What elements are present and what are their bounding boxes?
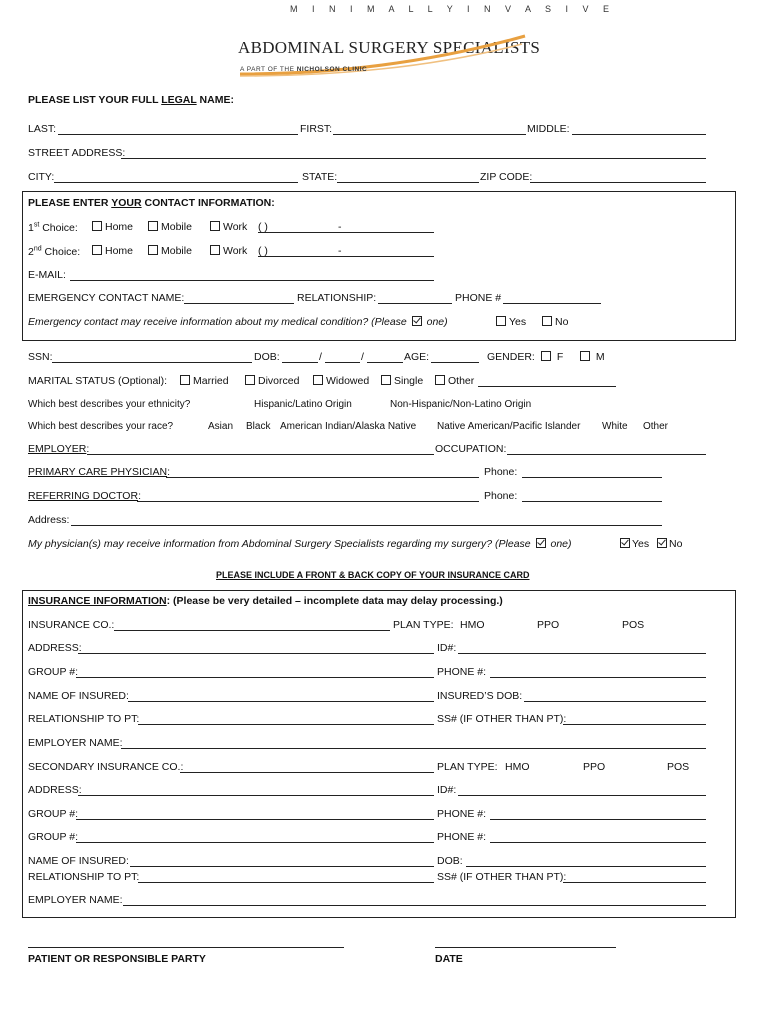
- insurance-heading: INSURANCE INFORMATION: (Please be very detailed – incomplete data may delay processing.): [28, 595, 503, 607]
- ss-label: SS# (IF OTHER THAN PT):: [437, 713, 567, 725]
- email-field[interactable]: [70, 280, 434, 281]
- zip-label: ZIP CODE:: [480, 171, 533, 183]
- checkmark-icon: [412, 316, 422, 326]
- checkmark-icon: [536, 538, 546, 548]
- checkbox-icon: [541, 351, 551, 361]
- checkbox-icon: [435, 375, 445, 385]
- referring-address-field[interactable]: [71, 525, 662, 526]
- insurance-co-label: INSURANCE CO.:: [28, 619, 115, 631]
- dob-slash-2: /: [361, 351, 364, 363]
- ethnicity-hispanic[interactable]: Hispanic/Latino Origin: [254, 399, 352, 410]
- insurance-group-label: GROUP #:: [28, 666, 78, 678]
- last-name-label: LAST:: [28, 123, 57, 135]
- marital-other-field[interactable]: [478, 386, 616, 387]
- secondary-name-of-insured-field[interactable]: [130, 866, 434, 867]
- checkbox-icon: [148, 245, 158, 255]
- email-label: E-MAIL:: [28, 269, 66, 281]
- age-field[interactable]: [431, 362, 479, 363]
- referring-doctor-label: REFERRING DOCTOR:: [28, 490, 141, 502]
- secondary-employer-name-field[interactable]: [123, 905, 706, 906]
- checkbox-icon: [92, 245, 102, 255]
- referring-doctor-field[interactable]: [137, 501, 479, 502]
- name-of-insured-field[interactable]: [128, 701, 434, 702]
- secondary-address-field[interactable]: [78, 795, 434, 796]
- secondary-group-2-label: GROUP #:: [28, 831, 78, 843]
- emergency-consent-no[interactable]: No: [542, 316, 568, 328]
- marital-widowed[interactable]: Widowed: [313, 375, 369, 387]
- street-address-field[interactable]: [121, 158, 706, 159]
- relationship-to-pt-label: RELATIONSHIP TO PT:: [28, 713, 140, 725]
- referring-phone-field[interactable]: [522, 501, 662, 502]
- secondary-group-field[interactable]: [76, 819, 434, 820]
- secondary-insurance-label: SECONDARY INSURANCE CO.:: [28, 761, 184, 773]
- insured-dob-field[interactable]: [524, 701, 706, 702]
- date-signature-line[interactable]: [435, 947, 616, 948]
- gender-male[interactable]: M: [580, 351, 605, 363]
- patient-signature-line[interactable]: [28, 947, 344, 948]
- checkbox-icon: [580, 351, 590, 361]
- insurance-id-label: ID#:: [437, 642, 457, 654]
- insurance-co-field[interactable]: [114, 630, 390, 631]
- employer-name-field[interactable]: [121, 748, 706, 749]
- employer-field[interactable]: [87, 454, 434, 455]
- choice-2-mobile[interactable]: Mobile: [148, 245, 192, 257]
- marital-single[interactable]: Single: [381, 375, 423, 387]
- contact-heading: PLEASE ENTER YOUR CONTACT INFORMATION:: [28, 197, 275, 209]
- ethnicity-question: Which best describes your ethnicity?: [28, 399, 191, 410]
- pcp-phone-label: Phone:: [484, 466, 518, 478]
- insurance-phone-label: PHONE #:: [437, 666, 487, 678]
- choice-2-row: [28, 245, 80, 258]
- race-native-american[interactable]: Native American/Pacific Islander: [437, 421, 581, 432]
- insurance-address-label: ADDRESS:: [28, 642, 82, 654]
- checkbox-icon: [210, 221, 220, 231]
- marital-divorced[interactable]: Divorced: [245, 375, 299, 387]
- insured-dob-label: INSURED’S DOB:: [437, 690, 523, 702]
- secondary-relationship-label: RELATIONSHIP TO PT:: [28, 871, 140, 883]
- secondary-dob-field[interactable]: [466, 866, 706, 867]
- name-of-insured-label: NAME OF INSURED:: [28, 690, 129, 702]
- checkbox-icon: [92, 221, 102, 231]
- checkbox-icon: [245, 375, 255, 385]
- secondary-group-label: GROUP #:: [28, 808, 78, 820]
- checkbox-icon: [180, 375, 190, 385]
- secondary-plan-ppo[interactable]: PPO: [583, 761, 606, 773]
- pcp-field[interactable]: [166, 477, 479, 478]
- pcp-label: PRIMARY CARE PHYSICIAN:: [28, 466, 170, 478]
- secondary-phone-field[interactable]: [490, 819, 706, 820]
- occupation-field[interactable]: [507, 454, 706, 455]
- race-asian[interactable]: Asian: [208, 421, 234, 432]
- insurance-id-field[interactable]: [458, 653, 706, 654]
- emergency-phone-field[interactable]: [503, 303, 601, 304]
- secondary-ss-field[interactable]: [563, 882, 706, 883]
- plan-hmo[interactable]: HMO: [460, 619, 485, 631]
- street-address-label: STREET ADDRESS:: [28, 147, 126, 159]
- secondary-group-2-field[interactable]: [76, 842, 434, 843]
- insurance-box: [22, 590, 736, 918]
- insurance-address-field[interactable]: [78, 653, 434, 654]
- state-field[interactable]: [337, 182, 479, 183]
- secondary-address-label: ADDRESS:: [28, 784, 82, 796]
- last-name-field[interactable]: [58, 134, 298, 135]
- secondary-id-field[interactable]: [458, 795, 706, 796]
- choice-1-area-code: ( ): [258, 221, 268, 233]
- state-label: STATE:: [302, 171, 338, 183]
- plan-type-label: PLAN TYPE:: [393, 619, 454, 631]
- marital-status-label: MARITAL STATUS (Optional):: [28, 375, 168, 387]
- choice-1-dash: -: [338, 221, 342, 233]
- secondary-id-label: ID#:: [437, 784, 457, 796]
- race-other[interactable]: Other: [643, 421, 669, 432]
- checkmark-icon: [657, 538, 667, 548]
- secondary-dob-label: DOB:: [437, 855, 463, 867]
- first-name-field[interactable]: [333, 134, 526, 135]
- secondary-phone-2-label: PHONE #:: [437, 831, 487, 843]
- physician-consent-yes[interactable]: Yes: [618, 538, 649, 550]
- ssn-field[interactable]: [52, 362, 252, 363]
- zip-field[interactable]: [530, 182, 706, 183]
- emergency-relationship-label: RELATIONSHIP:: [297, 292, 377, 304]
- secondary-phone-2-field[interactable]: [490, 842, 706, 843]
- ssn-label: SSN:: [28, 351, 53, 363]
- dob-month-field[interactable]: [282, 362, 318, 363]
- secondary-plan-type-label: PLAN TYPE:: [437, 761, 498, 773]
- middle-name-label: MIDDLE:: [527, 123, 570, 135]
- race-american-indian[interactable]: American Indian/Alaska Native: [280, 421, 417, 432]
- marital-other[interactable]: Other: [435, 375, 474, 387]
- physician-consent-question: My physician(s) may receive information from Abdominal Surgery Specialists regarding my surgery? (Please one): [28, 538, 572, 550]
- dob-slash-1: /: [319, 351, 322, 363]
- emergency-name-label: EMERGENCY CONTACT NAME:: [28, 292, 185, 304]
- choice-2-phone-field[interactable]: [258, 256, 434, 257]
- referring-address-label: Address:: [28, 514, 70, 526]
- ss-field[interactable]: [563, 724, 706, 725]
- choice-1-row: [28, 221, 78, 234]
- choice-2-dash: -: [338, 245, 342, 257]
- emergency-phone-label: PHONE #: [455, 292, 502, 304]
- secondary-relationship-field[interactable]: [138, 882, 434, 883]
- secondary-plan-pos[interactable]: POS: [667, 761, 690, 773]
- secondary-employer-name-label: EMPLOYER NAME:: [28, 894, 123, 906]
- race-black[interactable]: Black: [246, 421, 271, 432]
- middle-name-field[interactable]: [572, 134, 706, 135]
- checkbox-icon: [496, 316, 506, 326]
- insurance-phone-field[interactable]: [490, 677, 706, 678]
- employer-name-label: EMPLOYER NAME:: [28, 737, 123, 749]
- checkbox-icon: [313, 375, 323, 385]
- insurance-group-field[interactable]: [76, 677, 434, 678]
- emergency-name-field[interactable]: [184, 303, 294, 304]
- marital-married[interactable]: Married: [180, 375, 229, 387]
- race-question: Which best describes your race?: [28, 421, 174, 432]
- dob-day-field[interactable]: [325, 362, 360, 363]
- race-white[interactable]: White: [602, 421, 628, 432]
- city-label: CITY:: [28, 171, 55, 183]
- first-name-label: FIRST:: [300, 123, 333, 135]
- physician-consent-no[interactable]: No: [655, 538, 682, 550]
- secondary-plan-hmo[interactable]: HMO: [505, 761, 530, 773]
- choice-2-label: 2nd Choice:: [28, 245, 81, 258]
- dob-year-field[interactable]: [367, 362, 403, 363]
- insurance-card-note: PLEASE INCLUDE A FRONT & BACK COPY OF YOUR INSURANCE CARD: [216, 570, 530, 580]
- occupation-label: OCCUPATION:: [435, 443, 507, 455]
- choice-1-home[interactable]: Home: [92, 221, 133, 233]
- checkbox-icon: [381, 375, 391, 385]
- city-field[interactable]: [54, 182, 298, 183]
- relationship-to-pt-field[interactable]: [138, 724, 434, 725]
- checkbox-icon: [542, 316, 552, 326]
- choice-1-phone-field[interactable]: [258, 232, 434, 233]
- dob-label: DOB:: [254, 351, 280, 363]
- patient-signature-label: PATIENT OR RESPONSIBLE PARTY: [28, 953, 206, 965]
- plan-pos[interactable]: POS: [622, 619, 645, 631]
- choice-1-mobile[interactable]: Mobile: [148, 221, 192, 233]
- choice-2-work[interactable]: Work: [210, 245, 247, 257]
- secondary-phone-label: PHONE #:: [437, 808, 487, 820]
- checkbox-icon: [210, 245, 220, 255]
- choice-2-home[interactable]: Home: [92, 245, 133, 257]
- legal-name-heading: PLEASE LIST YOUR FULL LEGAL NAME:: [28, 94, 234, 106]
- logo-title: ABDOMINAL SURGERY SPECIALISTS: [238, 38, 541, 57]
- plan-ppo[interactable]: PPO: [537, 619, 560, 631]
- choice-2-area-code: ( ): [258, 245, 268, 257]
- pcp-phone-field[interactable]: [522, 477, 662, 478]
- age-label: AGE:: [404, 351, 430, 363]
- emergency-relationship-field[interactable]: [378, 303, 452, 304]
- secondary-insurance-field[interactable]: [180, 772, 434, 773]
- secondary-ss-label: SS# (IF OTHER THAN PT):: [437, 871, 567, 883]
- logo-tagline: M I N I M A L L Y I N V A S I V E: [290, 4, 616, 14]
- employer-label: EMPLOYER:: [28, 443, 90, 455]
- date-label: DATE: [435, 953, 463, 965]
- choice-1-work[interactable]: Work: [210, 221, 247, 233]
- secondary-name-of-insured-label: NAME OF INSURED:: [28, 855, 129, 867]
- referring-phone-label: Phone:: [484, 490, 518, 502]
- choice-1-label: 1st Choice:: [28, 221, 78, 234]
- checkmark-icon: [620, 538, 630, 548]
- gender-label: GENDER:: [487, 351, 535, 363]
- gender-female[interactable]: F: [541, 351, 563, 363]
- ethnicity-non-hispanic[interactable]: Non-Hispanic/Non-Latino Origin: [390, 399, 532, 410]
- logo-subtitle: A PART OF THE NICHOLSON CLINIC: [240, 66, 368, 73]
- checkbox-icon: [148, 221, 158, 231]
- emergency-consent-question: Emergency contact may receive information about my medical condition? (Please one): [28, 316, 448, 328]
- emergency-consent-yes[interactable]: Yes: [496, 316, 526, 328]
